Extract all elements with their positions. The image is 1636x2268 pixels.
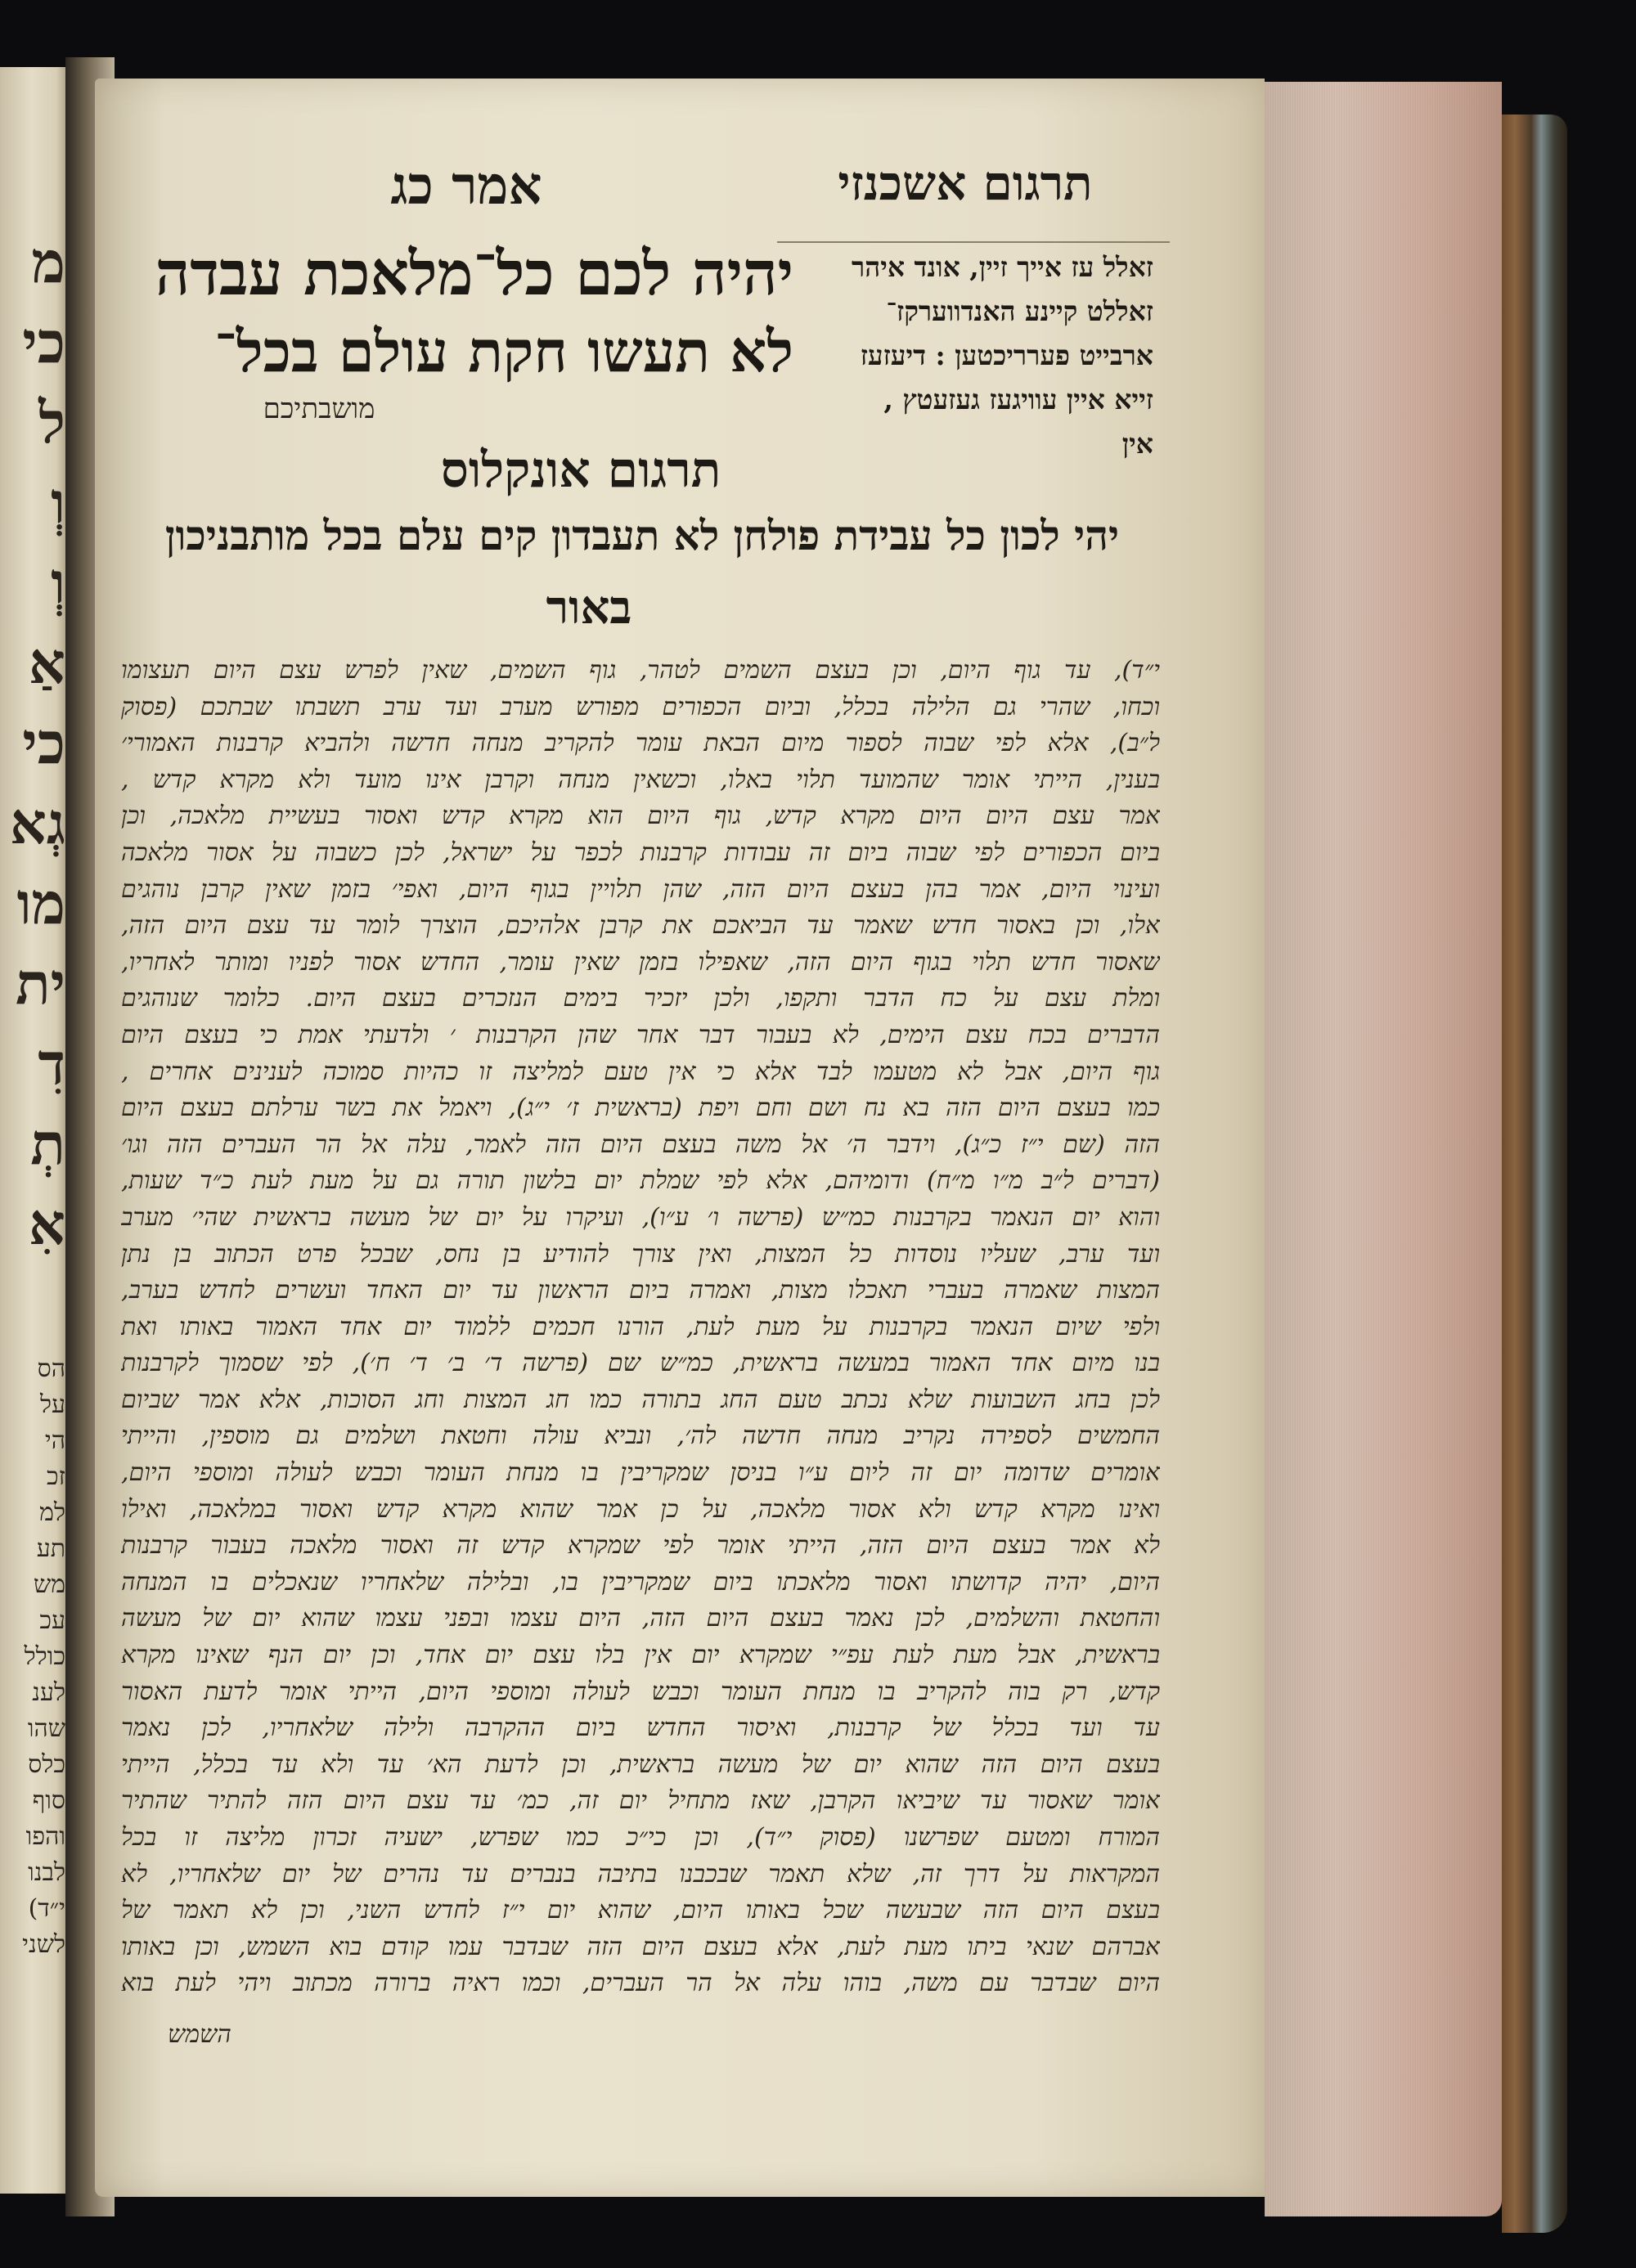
facing-page-fragment [0, 67, 70, 2194]
facing-page-fragment-text: דִ [38, 1030, 65, 1098]
facing-page-fragment-text: מ [31, 228, 65, 296]
facing-page-fragment-text: הס [37, 1354, 65, 1383]
running-head-translation: תרגום אשכנזי [838, 155, 1093, 211]
commentary-line: הזה (שם י״ז כ״ג), וידבר ה׳ אל משה בעצם היום הזה לאמר, עלה אל הר העברים הזה וגו׳ [121, 1130, 1160, 1159]
commentary-line: אמר עצם היום היום מקרא קדש, גוף היום הוא מקרא קדש ואסור בעשיית מלאכה, וכן [121, 802, 1160, 831]
commentary-line: המצות שאמרה בעברי תאכלו מצות, ואמרה ביום הראשון עד יום האחד ועשרים לחדש בערב, [121, 1276, 1160, 1305]
onkelos-title: תרגום אונקלוס [440, 442, 721, 499]
facing-page-fragment-text: לענ [32, 1678, 65, 1707]
commentary-line: (דברים ל״ב מ״ו מ״ח) ודומיהם, אלא לפי שמלת יום בלשון תורה גם על מעת לעת כ״ד שעות, [121, 1166, 1160, 1196]
commentary-line: בעצם היום הזה שבעשה שכל באותו היום, שהוא יום י״ז לחדש השני, וכן לא תאמר של [121, 1896, 1160, 1925]
facing-page-fragment-text: מש [33, 1570, 65, 1599]
facing-page-fragment-text: מו [16, 869, 65, 937]
commentary-line: המורח ומטעם שפרשנו (פסוק י״ד), וכן כי״כ כמו שפרש, ישעיה זכרון מליצה זו בכל [121, 1823, 1160, 1852]
facing-page-fragment-text: על [39, 1390, 65, 1419]
facing-page-fragment-text: אַ [29, 629, 65, 697]
facing-page-fragment-text: תע [36, 1534, 65, 1563]
book-cover-edge [1502, 115, 1567, 2233]
commentary-line: ביום הכפורים לפי שבוה ביום זה עבודות קרבנות לכפר על ישראל, לכן כשבוה על אסור מלאכה [121, 838, 1160, 867]
commentary-line: י״ד), עד גוף היום, וכן בעצם השמים לטהר, גוף השמים, שאין לפרש עצם היום תעצומו [121, 656, 1160, 685]
commentary-line: היום, יהיה קדושתו ואסור מלאכתו ביום שמקריבין בו, ובלילה שלאחריו שנאכלים בו המנחה [121, 1567, 1160, 1597]
catchword: השמש [168, 2020, 231, 2049]
facing-page-fragment-text: וְ [51, 549, 65, 617]
commentary-line: והחטאת והשלמים, לכן נאמר בעצם היום הזה, היום עצמו ובפני עצמו שהוא יום של מעשה [121, 1604, 1160, 1633]
commentary-line: גוף היום, אבל לא מטעמו לבד אלא כי אין טעם למליצה זו כהיות סמוכה לענינים אחרים , [121, 1057, 1160, 1086]
facing-page-fragment-text: ית [15, 950, 65, 1017]
facing-page-fragment-text: סוף [32, 1786, 65, 1815]
facing-page-lower-text [0, 1351, 65, 1963]
commentary-line: לא אמר בעצם היום הזה, הייתי אומר לפי שמקרא קדש זה ואסור מלאכה בעבור קרבנות [121, 1531, 1160, 1561]
header-rule [777, 241, 1170, 243]
commentary-line: בנו מיום אחד האמור במעשה בראשית, כמ״ש שם (פרשה ד׳ ב׳ ד׳ ח׳), לפי שסמוך לקרבנות [121, 1349, 1160, 1378]
commentary-line: הדברים בכח עצם הימים, לא בעבור דבר אחר שהן הקרבנות ׳ ולדעתי אמת כי בעצם היום [121, 1020, 1160, 1049]
facing-page-fragment-text: כי [22, 308, 65, 376]
commentary-line: ומלת עצם על כח הדבר ותקפו, ולכן יזכיר בימים הנזכרים בעצם היום. כלומר שנוהגים [121, 984, 1160, 1013]
ashkenazi-line: זאללט קיינע האנדווערקז־ [886, 295, 1153, 327]
facing-page-fragment-text: הי [44, 1426, 65, 1455]
page-edges [1265, 82, 1502, 2216]
facing-page-fragment-text: עכ [39, 1606, 65, 1635]
facing-page-fragment-text: ל [38, 388, 65, 456]
commentary-line: והוא יום הנאמר בקרבנות כמ״ש (פרשה ו׳ ע״ו), ועיקרו על יום של מעשה בראשית שהי׳ מערב [121, 1202, 1160, 1232]
commentary-line: ולפי שיום הנאמר בקרבנות על מעת לעת, הורנו חכמים ללמוד יום אחד האמור באותו ואת [121, 1312, 1160, 1341]
facing-page-fragment-text: כלס [28, 1750, 65, 1779]
onkelos-text: יהי לכון כל עבידת פולחן לא תעבדון קים עלם בכל מותבניכון [164, 511, 1120, 559]
ashkenazi-line: זייא איין עוויגעז געזעטץ , [883, 384, 1153, 415]
facing-page-upper-text [0, 222, 65, 1264]
facing-page-fragment-text: גְא [9, 789, 65, 857]
commentary-line: כמו בעצם היום הזה בא נח ושם וחם ויפת (בראשית ז׳ י״ג), ויאמל את בשר ערלתם בעצם היום [121, 1094, 1160, 1123]
facing-page-fragment-text: לשני [22, 1930, 65, 1959]
ashkenazi-line: זאלל עז אייך זיין, אונד איהר [852, 251, 1153, 283]
facing-page-fragment-text: כי [22, 709, 65, 777]
commentary-line: בעצם היום הזה שהוא יום של מעשה בראשית, וכן לדעת הא׳ עד ולא עד בכלל, הייתי [121, 1749, 1160, 1779]
commentary-line: עד ועד בכלל של קרבנות, ואיסור החדש ביום ההקרבה ולילה שלאחריו, לכן נאמר [121, 1713, 1160, 1743]
commentary-line: ועד ערב, שעליו נוסדות כל המצות, ואין צורך להודיע בן נחס, שבכל פרט הכתוב בן נתן [121, 1239, 1160, 1269]
facing-page-fragment-text: למ [39, 1498, 65, 1527]
commentary-block [121, 653, 1160, 2002]
commentary-line: ואינו מקרא קדש ולא אסור מלאכה, על כן אמר שהוא מקרא קדש ואסור במלאכה, ואילו [121, 1494, 1160, 1524]
commentary-line: היום שבדבר עם משה, בוהו עלה אל הר העברים, וכמו ראיה ברורה מכתוב ויהי לעת בוא [121, 1969, 1160, 1998]
commentary-line: ל״ב), אלא לפי שבוה לספור מיום הבאת עומר להקריב מנחה חדשה ולהביא קרבנות האמורי׳ [121, 729, 1160, 758]
facing-page-fragment-text: כולל [24, 1642, 65, 1671]
facing-page-fragment-text: והפו [25, 1822, 65, 1851]
verse-line-2: לא תעשו חקת עולם בכל־ [214, 317, 793, 385]
ashkenazi-line: אין [1121, 428, 1153, 460]
commentary-line: וכחו, שהרי גם הלילה בכלל, וביום הכפורים מפורש מערב ועד ערב תשבתו שבתכם (פסוק [121, 692, 1160, 721]
commentary-line: בענין, הייתי אומר שהמועד תלוי באלו, וכשאין מנחה וקרבן אינו מועד ולא מקרא קדש , [121, 765, 1160, 794]
verse-line-1: יהיה לכם כל־מלאכת עבדה [155, 239, 793, 309]
facing-page-fragment-text: לבנו [28, 1858, 65, 1887]
commentary-line: ועינוי היום, אמר בהן בעצם היום הזה, שהן תלויין בגוף היום, ואפי׳ בזמן שאין קרבן נוהגים [121, 874, 1160, 904]
commentary-line: המקראות על דרך זה, שלא תאמר שבכבנו בתיבה בנברים עד נהרים של יום שלאחריו, לא [121, 1859, 1160, 1889]
biur-title: באור [546, 581, 632, 635]
facing-page-fragment-text: שהו [27, 1714, 65, 1743]
running-head-book: אמר כג [390, 155, 542, 217]
commentary-line: קדש, רק בוה להקריב בו מנחת העומר וכבש לעולה ומוספי היום, הייתי אומר לדעת האסור [121, 1677, 1160, 1706]
facing-page-fragment-text: אִ [29, 1190, 65, 1258]
facing-page-fragment-text: וְ [51, 469, 65, 537]
commentary-line: אלו, וכן באסור חדש שאמר עד הביאכם את קרבן אלהיכם, הוצרך לומר עד עצם היום הזה, [121, 911, 1160, 941]
commentary-line: אומר שאסור עד שיביאו הקרבן, שאז מתחיל יום זה, כמ׳ עד עצם היום הזה להתיר שהתיר [121, 1786, 1160, 1816]
ashkenazi-line: ארבייט פערריכטען : דיעזעז [860, 339, 1153, 371]
commentary-line: החמשים לספירה נקריב מנחה חדשה לה׳, ונביא עולה וחטאת ושלמים גם מוספין, והייתי [121, 1421, 1160, 1451]
commentary-line: אומרים שדומה יום זה ליום ע״ו בניסן שמקריבין בו מנחת העומר וכבש לעולה ומוספי היום, [121, 1458, 1160, 1488]
commentary-line: לכן בחג השבועות שלא נכתב טעם החג בתורה כמו חג המצות וחג הסוכות, אלא אמר שביום [121, 1385, 1160, 1414]
commentary-line: אברהם שנאי ביתו מעת לעת, אלא בעצם היום הזה שבדבר עמו קודם בוא השמש, וכן באותו [121, 1932, 1160, 1961]
verse-line-3: מושבתיכם [263, 393, 375, 425]
commentary-line: בראשית, אבל מעת לעת עפ״י שמקרא יום אין בלו עצם יום אחד, וכן יום הנף שאינו מקרא [121, 1641, 1160, 1670]
facing-page-fragment-text: תְ [30, 1110, 65, 1178]
commentary-line: שאסור חדש תלוי בגוף היום הזה, שאפילו בזמן שאין עומר, החדש אסור לפניו ומותר לאחריו, [121, 947, 1160, 977]
facing-page-fragment-text: י״ד) [28, 1894, 65, 1923]
facing-page-fragment-text: זכ [46, 1462, 65, 1491]
